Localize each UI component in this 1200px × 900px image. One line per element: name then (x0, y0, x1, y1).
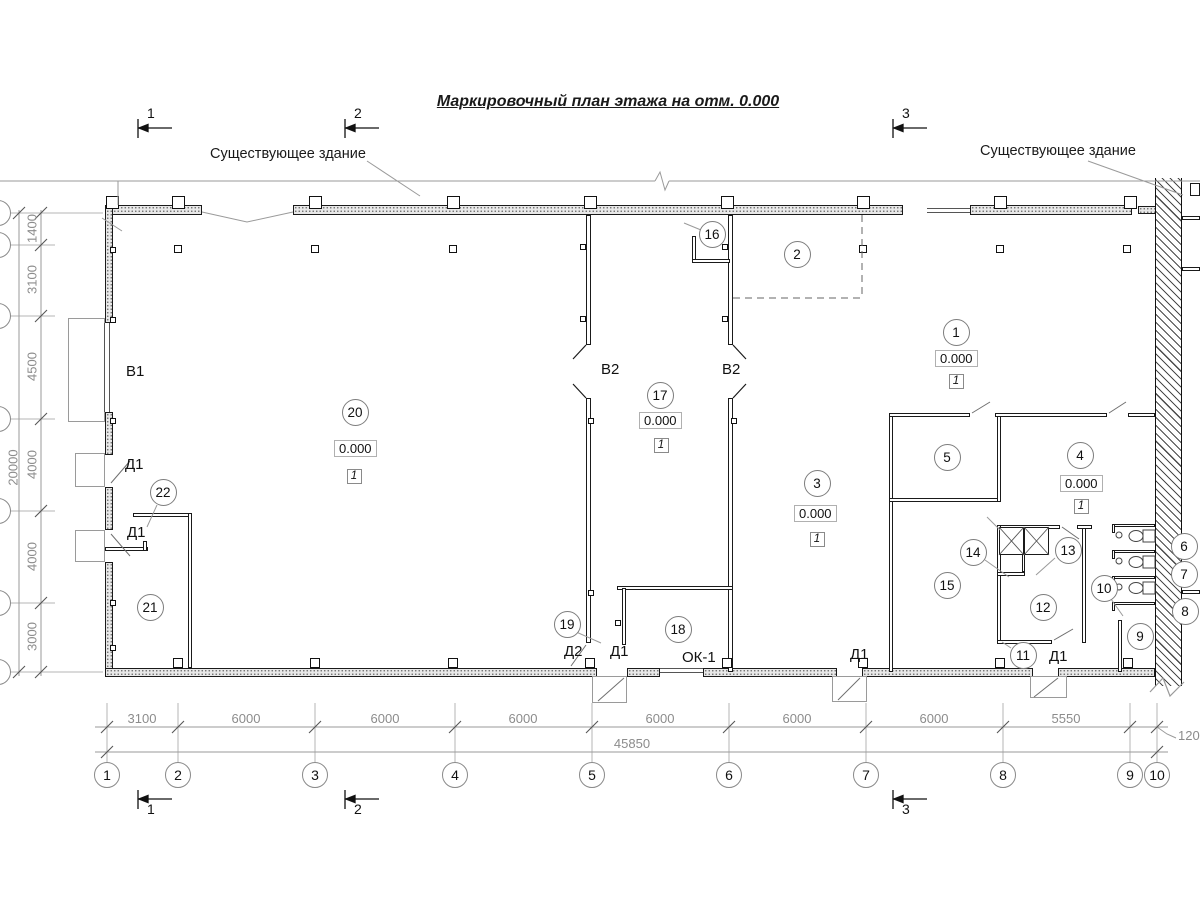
section-marker-number: 3 (902, 105, 910, 121)
room-number-19: 19 (554, 611, 581, 638)
grid-axis-3: 3 (302, 762, 328, 788)
grid-axis-9: 9 (1117, 762, 1143, 788)
room-number-21: 21 (137, 594, 164, 621)
dimension-label: 4500 (24, 352, 40, 381)
dimension-label: 6000 (645, 711, 675, 726)
floor-type-mark: 1 (810, 532, 825, 547)
room-number-18: 18 (665, 616, 692, 643)
elevation-mark: 0.000 (1060, 475, 1103, 492)
elevation-mark: 0.000 (935, 350, 978, 367)
section-marker-number: 2 (354, 801, 362, 817)
existing-building-label-left: Существующее здание (210, 146, 366, 162)
dimension-label: 6000 (919, 711, 949, 726)
dimension-label: 3100 (127, 711, 157, 726)
room-number-8: 8 (1172, 598, 1199, 625)
room-number-22: 22 (150, 479, 177, 506)
dimension-label: 3000 (24, 622, 40, 651)
dimension-offset: 120 (1178, 728, 1200, 743)
dimension-label: 6000 (508, 711, 538, 726)
opening-label-В1: В1 (126, 363, 145, 380)
elevation-mark: 0.000 (639, 412, 682, 429)
room-number-17: 17 (647, 382, 674, 409)
dimension-label: 6000 (370, 711, 400, 726)
opening-label-Д1: Д1 (125, 456, 144, 473)
grid-axis-5: 5 (579, 762, 605, 788)
floor-type-mark: 1 (654, 438, 669, 453)
room-number-3: 3 (804, 470, 831, 497)
room-number-10: 10 (1091, 575, 1118, 602)
drawing-title: Маркировочный план этажа на отм. 0.000 (436, 93, 780, 110)
room-number-11: 11 (1010, 642, 1037, 669)
section-marker-number: 3 (902, 801, 910, 817)
floor-type-mark: 1 (1074, 499, 1089, 514)
room-number-2: 2 (784, 241, 811, 268)
room-number-13: 13 (1055, 537, 1082, 564)
room-number-9: 9 (1127, 623, 1154, 650)
opening-label-ОК-1: ОК-1 (682, 649, 716, 666)
opening-label-Д1: Д1 (1049, 648, 1068, 665)
floor-type-mark: 1 (347, 469, 362, 484)
grid-axis-1: 1 (94, 762, 120, 788)
elevation-mark: 0.000 (334, 440, 377, 457)
opening-label-Д2: Д2 (564, 643, 583, 660)
opening-label-Д1: Д1 (610, 643, 629, 660)
grid-axis-2: 2 (165, 762, 191, 788)
dimension-label: 3100 (24, 265, 40, 294)
grid-axis-7: 7 (853, 762, 879, 788)
room-number-15: 15 (934, 572, 961, 599)
room-number-6: 6 (1171, 533, 1198, 560)
grid-axis-10: 10 (1144, 762, 1170, 788)
opening-label-В2: В2 (722, 361, 741, 378)
section-marker-number: 1 (147, 801, 155, 817)
dimension-total: 45850 (613, 736, 651, 751)
dimension-label: 1400 (24, 214, 40, 243)
elevation-mark: 0.000 (794, 505, 837, 522)
room-number-5: 5 (934, 444, 961, 471)
room-number-4: 4 (1067, 442, 1094, 469)
opening-label-Д1: Д1 (127, 524, 146, 541)
opening-label-В2: В2 (601, 361, 620, 378)
opening-label-Д1: Д1 (850, 646, 869, 663)
room-number-12: 12 (1030, 594, 1057, 621)
floor-type-mark: 1 (949, 374, 964, 389)
room-number-20: 20 (342, 399, 369, 426)
grid-axis-6: 6 (716, 762, 742, 788)
dimension-label: 6000 (231, 711, 261, 726)
section-marker-number: 1 (147, 105, 155, 121)
dimension-total: 20000 (5, 449, 21, 486)
section-marker-number: 2 (354, 105, 362, 121)
room-number-7: 7 (1171, 561, 1198, 588)
dimension-label: 4000 (24, 450, 40, 479)
grid-axis-4: 4 (442, 762, 468, 788)
dimension-label: 5550 (1051, 711, 1081, 726)
dimension-label: 4000 (24, 542, 40, 571)
room-number-1: 1 (943, 319, 970, 346)
room-number-16: 16 (699, 221, 726, 248)
existing-building-label-right: Существующее здание (980, 143, 1136, 159)
room-number-14: 14 (960, 539, 987, 566)
grid-axis-8: 8 (990, 762, 1016, 788)
dimension-label: 6000 (782, 711, 812, 726)
